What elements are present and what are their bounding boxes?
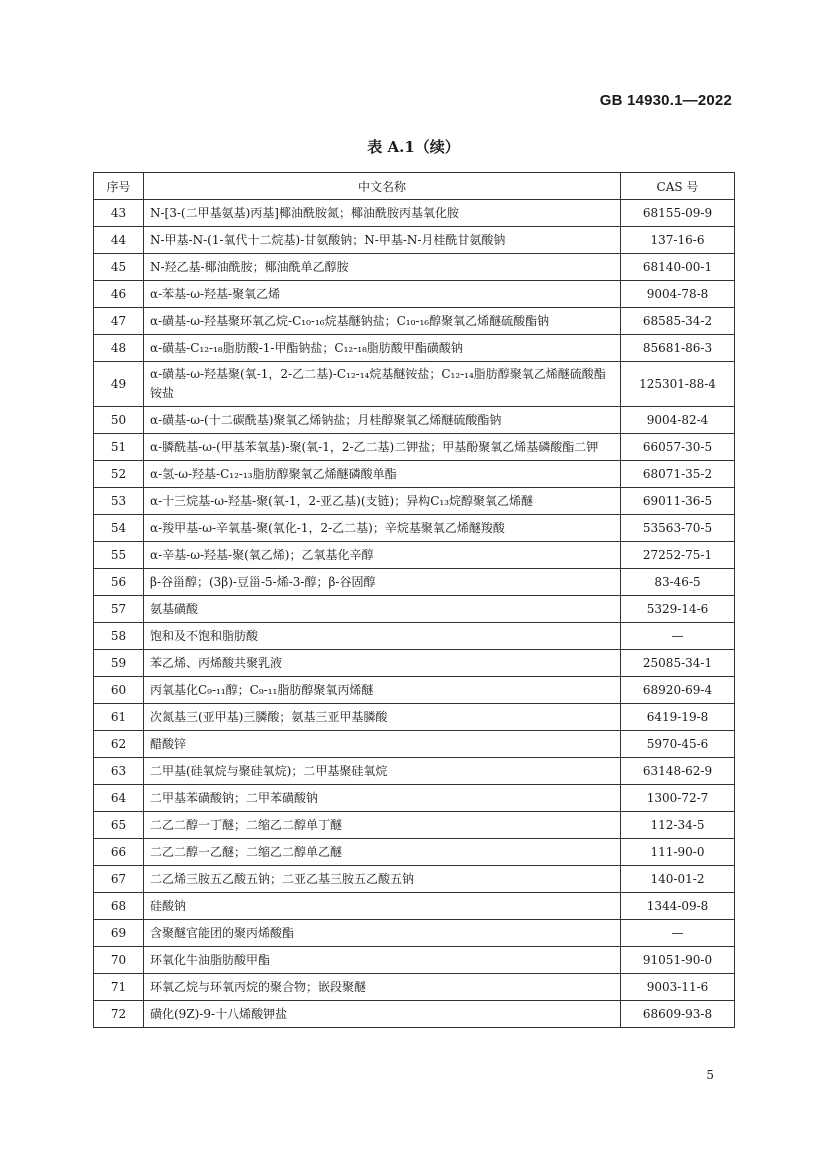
row-number: 68 [94, 893, 144, 920]
table-header-row [94, 173, 735, 200]
cas-number: 112-34-5 [621, 812, 735, 839]
table-row [94, 434, 735, 461]
chemical-name: 苯乙烯、丙烯酸共聚乳液 [144, 650, 621, 677]
table-row [94, 920, 735, 947]
header-cas: CAS 号 [621, 173, 735, 200]
cas-number: 1344-09-8 [621, 893, 735, 920]
row-number: 64 [94, 785, 144, 812]
cas-number: 68609-93-8 [621, 1001, 735, 1028]
chemical-name: α-羧甲基-ω-辛氧基-聚(氧化-1，2-乙二基)；辛烷基聚氧乙烯醚羧酸 [144, 515, 621, 542]
row-number: 43 [94, 200, 144, 227]
chemical-name: α-磺基-C₁₂-₁₈脂肪酸-1-甲酯钠盐；C₁₂-₁₈脂肪酸甲酯磺酸钠 [144, 335, 621, 362]
cas-number: 9003-11-6 [621, 974, 735, 1001]
table-row [94, 974, 735, 1001]
table-title: 表 A.1（续） [367, 138, 460, 156]
cas-number: 140-01-2 [621, 866, 735, 893]
chemical-name: 含聚醚官能团的聚丙烯酸酯 [144, 920, 621, 947]
row-number: 66 [94, 839, 144, 866]
chemical-name: 次氮基三(亚甲基)三膦酸；氨基三亚甲基膦酸 [144, 704, 621, 731]
table-row [94, 281, 735, 308]
row-number: 71 [94, 974, 144, 1001]
table-row [94, 731, 735, 758]
row-number: 60 [94, 677, 144, 704]
cas-number: 111-90-0 [621, 839, 735, 866]
row-number: 61 [94, 704, 144, 731]
cas-number: 63148-62-9 [621, 758, 735, 785]
header-no: 序号 [94, 173, 144, 200]
chemical-name: α-磺基-ω-羟基聚环氧乙烷-C₁₀-₁₆烷基醚钠盐；C₁₀-₁₆醇聚氧乙烯醚硫酸酯钠 [144, 308, 621, 335]
chemical-name: α-十三烷基-ω-羟基-聚(氧-1，2-亚乙基)(支链)；异构C₁₃烷醇聚氧乙烯醚 [144, 488, 621, 515]
chemical-name: α-膦酰基-ω-(甲基苯氧基)-聚(氧-1，2-乙二基)二钾盐；甲基酚聚氧乙烯基磷酸酯二钾 [144, 434, 621, 461]
cas-number: 68071-35-2 [621, 461, 735, 488]
cas-number: 91051-90-0 [621, 947, 735, 974]
row-number: 50 [94, 407, 144, 434]
cas-number: 6419-19-8 [621, 704, 735, 731]
chemical-name: N-羟乙基-椰油酰胺；椰油酰单乙醇胺 [144, 254, 621, 281]
chemical-name: 硅酸钠 [144, 893, 621, 920]
table-row [94, 947, 735, 974]
row-number: 70 [94, 947, 144, 974]
cas-number: 69011-36-5 [621, 488, 735, 515]
chemical-name: α-磺基-ω-(十二碳酰基)聚氧乙烯钠盐；月桂醇聚氧乙烯醚硫酸酯钠 [144, 407, 621, 434]
chemical-name: α-磺基-ω-羟基聚(氧-1，2-乙二基)-C₁₂-₁₄烷基醚铵盐；C₁₂-₁₄脂肪醇聚氧乙烯醚硫酸酯铵盐 [144, 362, 621, 407]
chemical-name: 二甲基(硅氧烷与聚硅氧烷)；二甲基聚硅氧烷 [144, 758, 621, 785]
cas-number: 125301-88-4 [621, 362, 735, 407]
table-row [94, 677, 735, 704]
table-row [94, 407, 735, 434]
row-number: 55 [94, 542, 144, 569]
table-row [94, 704, 735, 731]
cas-number: 66057-30-5 [621, 434, 735, 461]
chemical-name: 磺化(9Z)-9-十八烯酸钾盐 [144, 1001, 621, 1028]
chemical-name: 二乙二醇一乙醚；二缩乙二醇单乙醚 [144, 839, 621, 866]
cas-number: 68155-09-9 [621, 200, 735, 227]
row-number: 45 [94, 254, 144, 281]
row-number: 62 [94, 731, 144, 758]
row-number: 52 [94, 461, 144, 488]
row-number: 53 [94, 488, 144, 515]
chemical-name: N-[3-(二甲基氨基)丙基]椰油酰胺氮；椰油酰胺丙基氧化胺 [144, 200, 621, 227]
table-row [94, 308, 735, 335]
cas-number: 68585-34-2 [621, 308, 735, 335]
table-row [94, 200, 735, 227]
cas-number: 25085-34-1 [621, 650, 735, 677]
cas-number: 5970-45-6 [621, 731, 735, 758]
row-number: 54 [94, 515, 144, 542]
table-row [94, 227, 735, 254]
cas-number: 27252-75-1 [621, 542, 735, 569]
row-number: 58 [94, 623, 144, 650]
cas-number: — [621, 920, 735, 947]
cas-number: 9004-78-8 [621, 281, 735, 308]
chemical-name: 氨基磺酸 [144, 596, 621, 623]
table-row [94, 542, 735, 569]
cas-number: 1300-72-7 [621, 785, 735, 812]
row-number: 49 [94, 362, 144, 407]
cas-number: 83-46-5 [621, 569, 735, 596]
table-row [94, 1001, 735, 1028]
chemical-name: 丙氧基化C₉-₁₁醇；C₉-₁₁脂肪醇聚氧丙烯醚 [144, 677, 621, 704]
chemical-name: 二乙二醇一丁醚；二缩乙二醇单丁醚 [144, 812, 621, 839]
table-row [94, 254, 735, 281]
table-row [94, 812, 735, 839]
row-number: 72 [94, 1001, 144, 1028]
row-number: 69 [94, 920, 144, 947]
table-row [94, 461, 735, 488]
cas-number: 137-16-6 [621, 227, 735, 254]
table-row [94, 362, 735, 407]
table-row [94, 623, 735, 650]
chemical-name: 环氧化牛油脂肪酸甲酯 [144, 947, 621, 974]
table-row [94, 596, 735, 623]
row-number: 65 [94, 812, 144, 839]
row-number: 48 [94, 335, 144, 362]
chemical-name: 醋酸锌 [144, 731, 621, 758]
standard-number: GB 14930.1—2022 [599, 92, 732, 109]
header-name: 中文名称 [144, 173, 621, 200]
cas-number: 5329-14-6 [621, 596, 735, 623]
cas-number: 85681-86-3 [621, 335, 735, 362]
table-row [94, 515, 735, 542]
row-number: 44 [94, 227, 144, 254]
chemical-name: 二乙烯三胺五乙酸五钠；二亚乙基三胺五乙酸五钠 [144, 866, 621, 893]
row-number: 56 [94, 569, 144, 596]
cas-number: 9004-82-4 [621, 407, 735, 434]
table-row [94, 569, 735, 596]
table-row [94, 893, 735, 920]
chemical-name: β-谷甾醇；(3β)-豆甾-5-烯-3-醇；β-谷固醇 [144, 569, 621, 596]
table-body [94, 200, 735, 1028]
chemical-name: 环氧乙烷与环氧丙烷的聚合物；嵌段聚醚 [144, 974, 621, 1001]
cas-number: 53563-70-5 [621, 515, 735, 542]
row-number: 67 [94, 866, 144, 893]
cas-number: 68920-69-4 [621, 677, 735, 704]
table-row [94, 758, 735, 785]
chemical-name: α-氢-ω-羟基-C₁₂-₁₃脂肪醇聚氧乙烯醚磷酸单酯 [144, 461, 621, 488]
row-number: 63 [94, 758, 144, 785]
table-row [94, 839, 735, 866]
table-row [94, 785, 735, 812]
chemical-name: α-辛基-ω-羟基-聚(氧乙烯)；乙氧基化辛醇 [144, 542, 621, 569]
row-number: 59 [94, 650, 144, 677]
table-row [94, 650, 735, 677]
row-number: 47 [94, 308, 144, 335]
substance-table [93, 172, 735, 1028]
table-row [94, 335, 735, 362]
chemical-name: 二甲基苯磺酸钠；二甲苯磺酸钠 [144, 785, 621, 812]
cas-number: 68140-00-1 [621, 254, 735, 281]
chemical-name: α-苯基-ω-羟基-聚氧乙烯 [144, 281, 621, 308]
row-number: 46 [94, 281, 144, 308]
chemical-name: N-甲基-N-(1-氧代十二烷基)-甘氨酸钠；N-甲基-N-月桂酰甘氨酸钠 [144, 227, 621, 254]
page-number: 5 [706, 1068, 714, 1082]
table-row [94, 866, 735, 893]
table-row [94, 488, 735, 515]
row-number: 51 [94, 434, 144, 461]
cas-number: — [621, 623, 735, 650]
chemical-name: 饱和及不饱和脂肪酸 [144, 623, 621, 650]
row-number: 57 [94, 596, 144, 623]
